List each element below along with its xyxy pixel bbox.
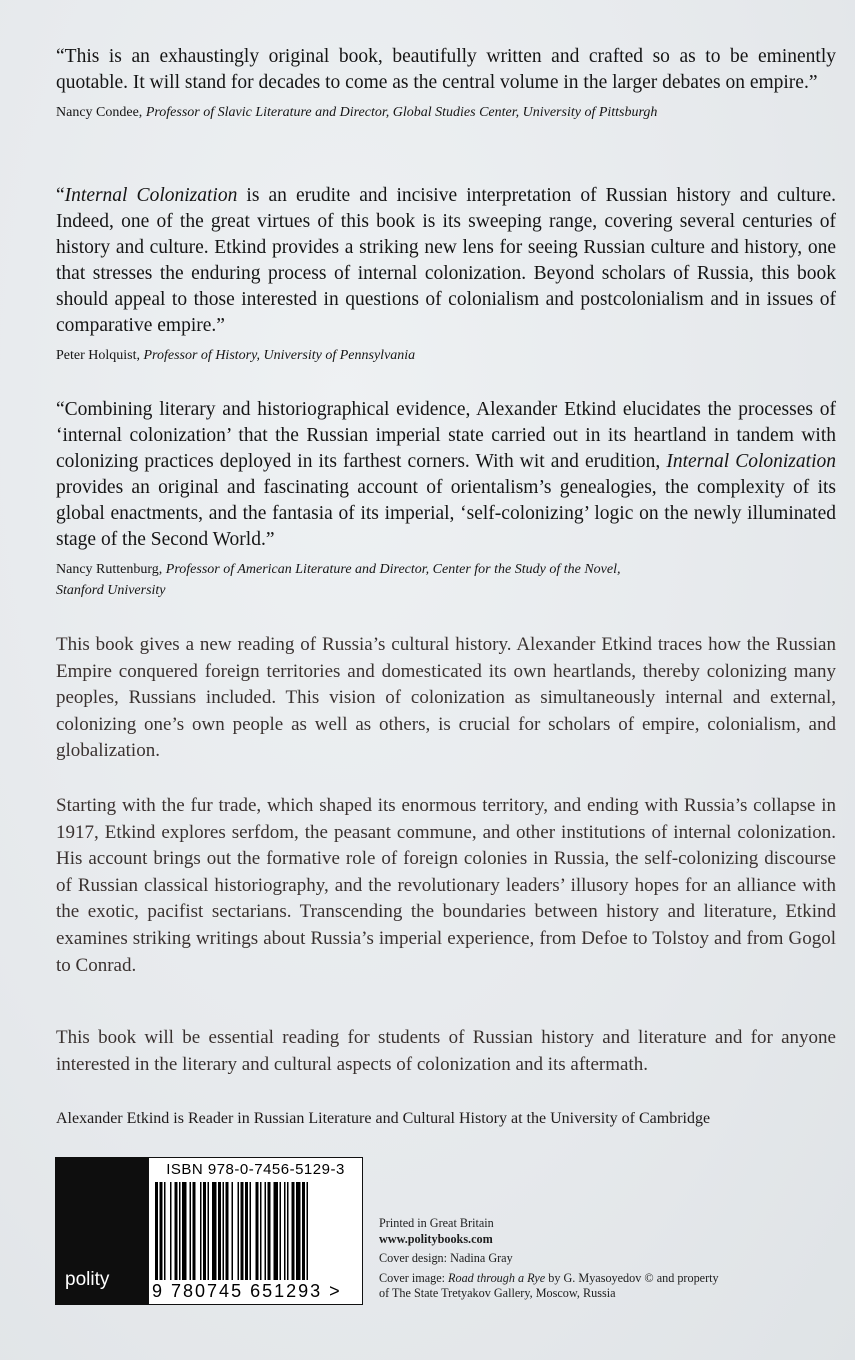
barcode-bar [226, 1182, 229, 1280]
barcode-bar [250, 1182, 252, 1280]
barcode-bar [268, 1182, 271, 1280]
barcode-bar [232, 1182, 234, 1280]
barcode-bar [256, 1182, 259, 1280]
author-bio [56, 1108, 836, 1130]
endorsement-2 [56, 183, 836, 366]
barcode-bar [307, 1182, 309, 1280]
barcode-bar [182, 1182, 187, 1280]
publisher-logo: polity [65, 1269, 110, 1290]
printed-in: Printed in Great Britain [379, 1216, 494, 1230]
endorsement-3-text [56, 397, 836, 553]
barcode-bar [203, 1182, 206, 1280]
barcode-bar [274, 1182, 279, 1280]
barcode-bar [223, 1182, 225, 1280]
endorsement-3-body-a: “Combining literary and historiographical evidence, Alexander Etkind elucidates the processes of ‘internal colonization’ that the Russian imperial state carried out in its heartland in tandem with colonizing practices deployed in its farthest corners. With wit and erudition, [56, 399, 836, 472]
cover-image-title: Road through a Rye [448, 1270, 546, 1285]
barcode-bar [260, 1182, 262, 1280]
endorsement-3-book-title: Internal Colonization [666, 451, 836, 472]
cover-design-credit: Cover design: Nadina Gray [379, 1251, 513, 1265]
barcode-bar [241, 1182, 244, 1280]
description-paragraph-2 [56, 793, 836, 979]
endorsement-3-title: Professor of American Literature and Director, Center for the Study of the Novel, [165, 562, 621, 577]
isbn-label: ISBN 978-0-7456-5129-3 [166, 1161, 345, 1178]
endorsement-3-attribution [56, 559, 836, 601]
endorsement-3 [56, 397, 836, 601]
description-text-1: This book gives a new reading of Russia’s cultural history. Alexander Etkind traces how the Russian Empire conquered foreign territories and domesticated its own heartlands, thereby colonizing many peoples, Russians included. This vision of colonization as simultaneously internal and external, colonizing one’s own people as well as others, is crucial for scholars of empire, colonialism, and globalization. [56, 634, 836, 762]
cover-image-prefix: Cover image: [379, 1270, 449, 1285]
barcode-bar [179, 1182, 181, 1280]
barcode-bar [175, 1182, 178, 1280]
endorsement-2-body: is an erudite and incisive interpretation of Russian history and culture. Indeed, one of the great virtues of this book is its sweeping range, covering several centuries of history and culture. Etkind provides a striking new lens for seeing Russian culture and history, one that stresses the enduring process of internal colonization. Beyond scholars of Russia, this book should appeal to those interested in questions of colonialism and postcolonialism and in issues of comparative empire.” [56, 185, 836, 336]
barcode-digits: 9 780745 651293 > [152, 1281, 342, 1301]
barcode-bar [208, 1182, 210, 1280]
endorsement-1-title: Professor of Slavic Literature and Director, Global Studies Center, University of Pittsburgh [145, 105, 658, 120]
description-paragraph-1 [56, 632, 836, 765]
barcode-bar [190, 1182, 192, 1280]
endorsement-2-book-title: Internal Colonization [64, 185, 238, 206]
endorsement-2-open-quote: “ [56, 185, 65, 206]
barcode-bar [200, 1182, 202, 1280]
endorsement-1-attribution [56, 102, 836, 123]
description-paragraph-3 [56, 1025, 836, 1078]
endorsement-2-name: Peter Holquist, [56, 348, 144, 363]
endorsement-3-name: Nancy Ruttenburg, [56, 562, 166, 577]
endorsement-2-title: Professor of History, University of Pennsylvania [143, 348, 416, 363]
description-text-2: Starting with the fur trade, which shaped its enormous territory, and ending with Russia’s collapse in 1917, Etkind explores serfdom, the peasant commune, and other institutions of internal colonization. His account brings out the formative role of foreign colonies in Russia, the self-colonizing discourse of Russian classical historiography, and the revolutionary leaders’ illusory hopes for an alliance with the exotic, pacifist sectarians. Transcending the boundaries between history and literature, Etkind examines striking writings about Russia’s imperial experience, from Defoe to Tolstoy and from Gogol to Conrad. [56, 795, 836, 976]
barcode [148, 1157, 363, 1305]
barcode-bars [155, 1182, 357, 1280]
cover-image-credit [379, 1271, 819, 1287]
barcode-bar [302, 1182, 305, 1280]
barcode-bar [238, 1182, 240, 1280]
barcode-bar [245, 1182, 248, 1280]
barcode-bar [265, 1182, 267, 1280]
barcode-bar [160, 1182, 163, 1280]
barcode-bar [280, 1182, 282, 1280]
publisher-logo-panel [55, 1157, 148, 1305]
barcode-bar [212, 1182, 217, 1280]
endorsement-1-text: “This is an exhaustingly original book, beautifully written and crafted so as to be eminently quotable. It will stand for decades to come as the central volume in the larger debates on empire.” [56, 46, 836, 93]
endorsement-1 [56, 44, 836, 123]
endorsement-3-body-b: provides an original and fascinating account of orientalism’s genealogies, the complexity of its global enactments, and the fantasia of its imperial, ‘self-colonizing’ logic on the newly illuminated stage of the Second World.” [56, 477, 836, 550]
barcode-bar [287, 1182, 289, 1280]
imprint-block [379, 1216, 819, 1302]
author-bio-text: Alexander Etkind is Reader in Russian Literature and Cultural History at the University of Cambridge [56, 1110, 711, 1127]
endorsement-2-text [56, 183, 836, 339]
barcode-bar [164, 1182, 166, 1280]
cover-image-credit-line2: of The State Tretyakov Gallery, Moscow, Russia [379, 1286, 616, 1300]
endorsement-1-name: Nancy Condee, [56, 105, 146, 120]
barcode-bar [193, 1182, 196, 1280]
barcode-bar [218, 1182, 221, 1280]
cover-image-rest: by G. Myasoyedov © and property [545, 1270, 719, 1285]
barcode-bar [296, 1182, 301, 1280]
endorsement-3-title-line2: Stanford University [56, 583, 166, 598]
description-text-3: This book will be essential reading for students of Russian history and literature and for anyone interested in the literary and cultural aspects of colonization and its aftermath. [56, 1027, 836, 1075]
barcode-bar [284, 1182, 286, 1280]
endorsement-2-attribution [56, 345, 836, 366]
barcode-bar [292, 1182, 295, 1280]
barcode-bar [170, 1182, 172, 1280]
isbn-barcode-block [55, 1157, 363, 1305]
barcode-bar [155, 1182, 158, 1280]
publisher-website: www.politybooks.com [379, 1231, 493, 1246]
